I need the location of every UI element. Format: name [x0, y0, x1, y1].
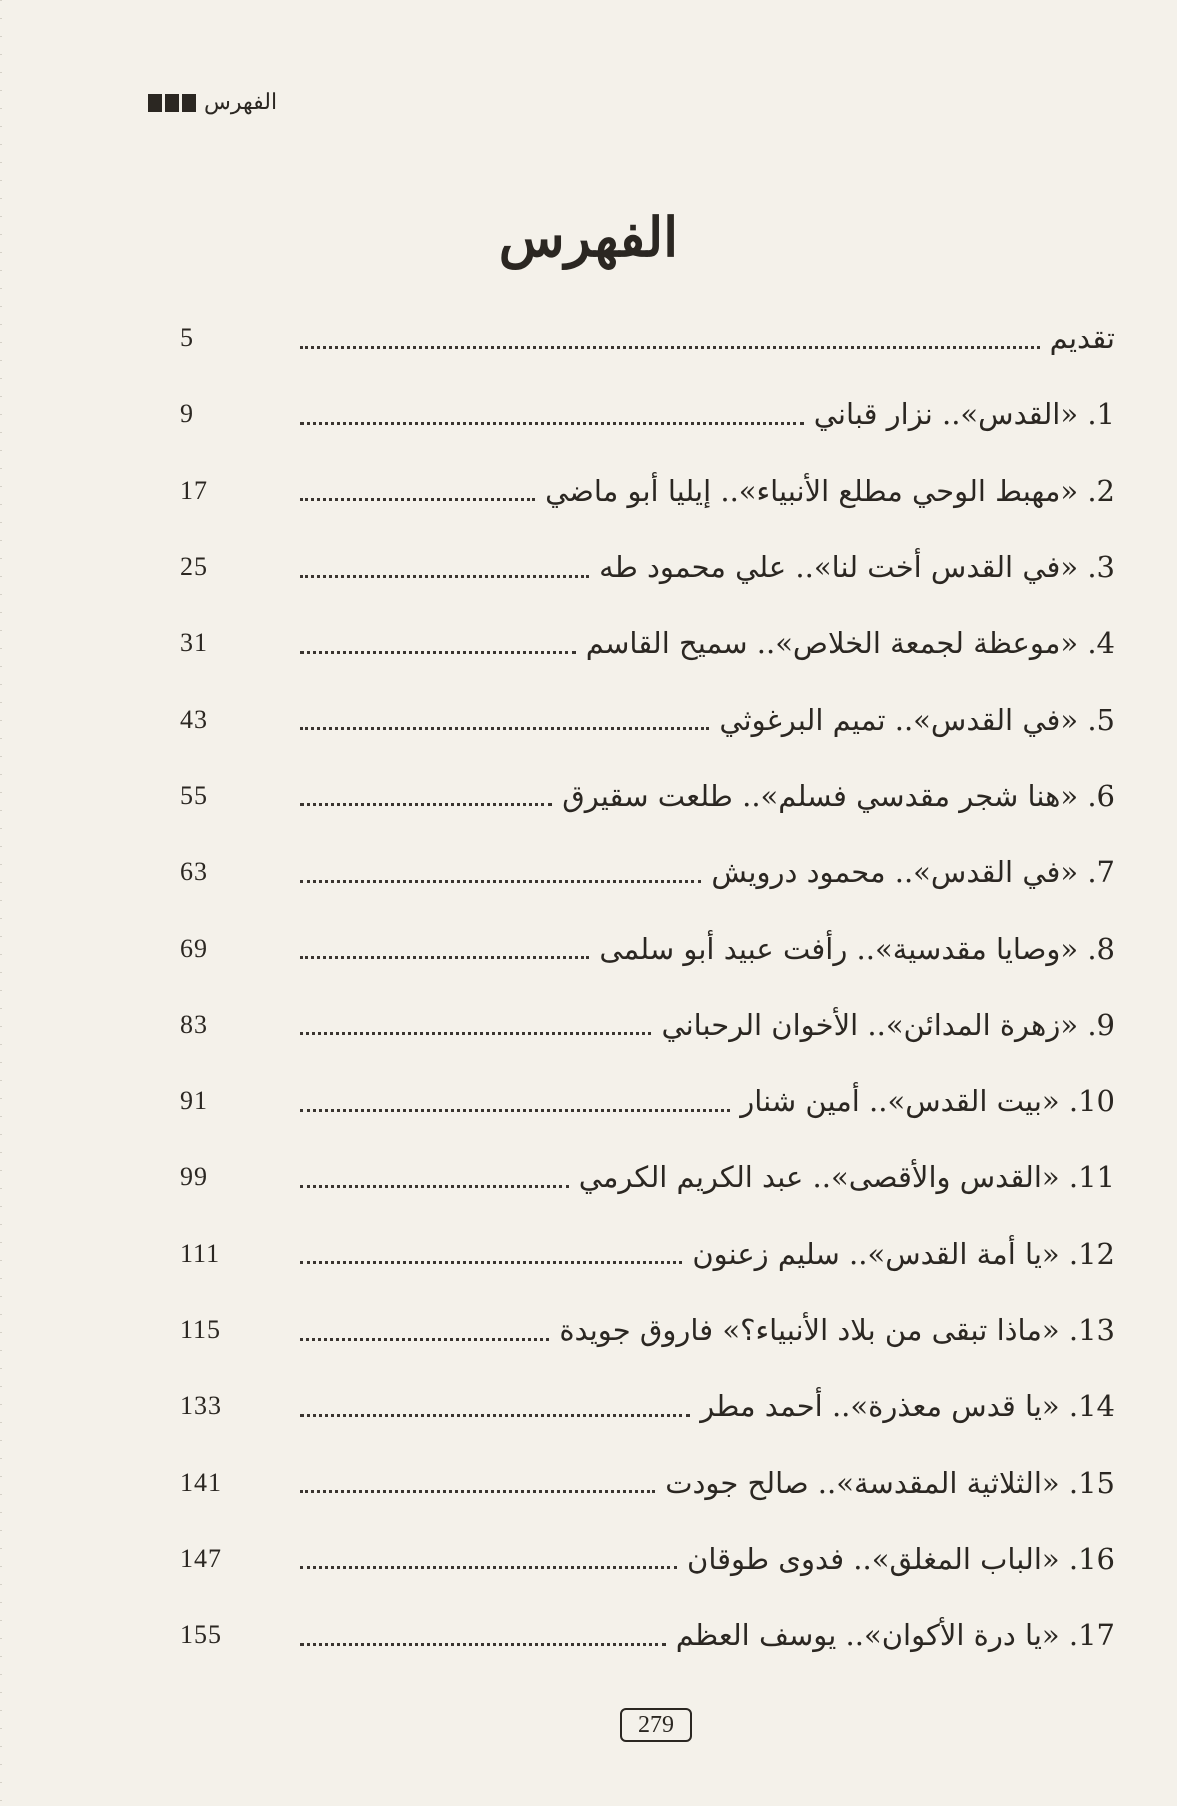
dot-leader	[300, 801, 552, 806]
dot-leader	[300, 878, 701, 883]
toc-page-number: 31	[180, 628, 208, 658]
dot-leader	[300, 1030, 651, 1035]
toc-page-number: 9	[180, 399, 194, 429]
toc-page-number: 5	[180, 323, 194, 353]
toc-entry	[165, 1521, 1115, 1597]
dot-leader	[300, 573, 589, 578]
toc-page-number: 69	[180, 933, 208, 963]
dot-leader	[300, 1336, 549, 1341]
page-title: الفهرس	[498, 205, 679, 269]
toc-page-number: 99	[180, 1162, 208, 1192]
toc-entry-title: 11. «القدس والأقصى».. عبد الكريم الكرمي	[578, 1160, 1115, 1195]
toc-entry	[165, 758, 1115, 834]
dot-leader	[300, 725, 709, 730]
toc-page-number: 91	[180, 1086, 208, 1116]
toc-page-number: 55	[180, 780, 208, 810]
toc-entry-title: 8. «وصايا مقدسية».. رأفت عبيد أبو سلمى	[599, 931, 1115, 966]
header-squares-ornament	[148, 94, 196, 112]
toc-entry-title: 13. «ماذا تبقى من بلاد الأنبياء؟» فاروق جويدة	[559, 1313, 1115, 1347]
toc-entry-title: 9. «زهرة المدائن».. الأخوان الرحباني	[661, 1007, 1115, 1042]
page-number: 279	[620, 1708, 692, 1742]
toc-entry-title: 1. «القدس».. نزار قباني	[813, 397, 1115, 432]
toc-page-number: 83	[180, 1009, 208, 1039]
toc-entry-title: 3. «في القدس أخت لنا».. علي محمود طه	[599, 550, 1115, 585]
toc-entry	[165, 376, 1115, 452]
toc-entry	[165, 1063, 1115, 1139]
dot-leader	[300, 344, 1040, 349]
page-edge	[0, 0, 2, 1806]
toc-page-number: 147	[180, 1543, 222, 1573]
toc-page-number: 17	[180, 475, 208, 505]
toc-entry-title: 10. «بيت القدس».. أمين شنار	[740, 1084, 1115, 1119]
dot-leader	[300, 1412, 690, 1417]
dot-leader	[300, 496, 535, 501]
toc-entry	[165, 529, 1115, 605]
toc-entry-title: 17. «يا درة الأكوان».. يوسف العظم	[675, 1618, 1115, 1653]
toc-entry-title: 2. «مهبط الوحي مطلع الأنبياء».. إيليا أبو ماضي	[545, 473, 1115, 508]
toc-entry-title: 5. «في القدس».. تميم البرغوثي	[719, 702, 1115, 737]
toc-entry-title: 12. «يا أمة القدس».. سليم زعنون	[692, 1236, 1115, 1271]
toc-entry	[165, 1139, 1115, 1215]
toc-page-number: 63	[180, 857, 208, 887]
running-header-text: الفهرس	[204, 90, 278, 115]
toc-page-number: 141	[180, 1467, 222, 1497]
dot-leader	[300, 1641, 666, 1646]
dot-leader	[300, 1183, 569, 1188]
toc-page-number: 115	[180, 1315, 222, 1344]
dot-leader	[300, 1107, 730, 1112]
toc-entry-title: 4. «موعظة لجمعة الخلاص».. سميح القاسم	[585, 626, 1115, 661]
toc-entry	[165, 1597, 1115, 1673]
toc-entry	[165, 1216, 1115, 1292]
toc-page-number: 111	[180, 1238, 221, 1268]
toc-entry	[165, 453, 1115, 529]
toc-entry	[165, 910, 1115, 986]
toc-entry	[165, 1444, 1115, 1520]
toc-entry	[165, 681, 1115, 757]
dot-leader	[300, 1564, 677, 1569]
toc-page-number: 25	[180, 552, 208, 582]
toc-entry-title: 7. «في القدس».. محمود درويش	[711, 855, 1115, 890]
table-of-contents	[165, 300, 1115, 1673]
toc-entry	[165, 1368, 1115, 1444]
toc-entry	[165, 834, 1115, 910]
toc-entry-title: 15. «الثلاثية المقدسة».. صالح جودت	[665, 1465, 1115, 1500]
toc-entry-title: تقديم	[1049, 321, 1115, 356]
toc-entry	[165, 1292, 1115, 1368]
dot-leader	[300, 1488, 655, 1493]
dot-leader	[300, 649, 576, 654]
toc-page-number: 155	[180, 1620, 222, 1650]
dot-leader	[300, 420, 804, 425]
toc-entry-title: 14. «يا قدس معذرة».. أحمد مطر	[700, 1389, 1115, 1424]
toc-page-number: 43	[180, 704, 208, 734]
toc-entry-title: 6. «هنا شجر مقدسي فسلم».. طلعت سقيرق	[562, 778, 1115, 813]
dot-leader	[300, 954, 589, 959]
dot-leader	[300, 1259, 682, 1264]
running-header	[148, 90, 277, 115]
toc-page-number: 133	[180, 1391, 222, 1421]
toc-entry	[165, 987, 1115, 1063]
toc-entry	[165, 300, 1115, 376]
toc-entry-title: 16. «الباب المغلق».. فدوى طوقان	[687, 1541, 1115, 1576]
toc-entry	[165, 605, 1115, 681]
